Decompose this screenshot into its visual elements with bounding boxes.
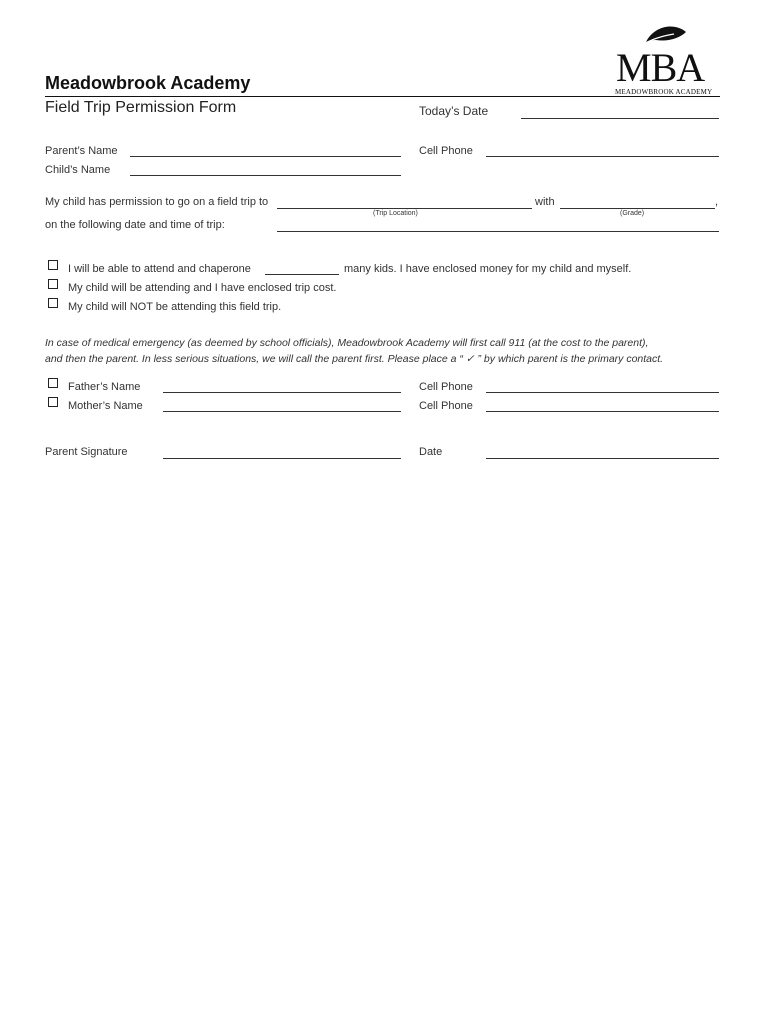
attending-text: My child will be attending and I have enclosed trip cost. [68,282,337,294]
attending-checkbox[interactable] [48,279,58,289]
father-cell-phone-label: Cell Phone [419,381,473,393]
not-attending-checkbox[interactable] [48,298,58,308]
emergency-line-2: and then the parent. In less serious situations, we will call the parent first. Please place a “ ✓ ” by which parent is the primary contact. [45,353,664,365]
chaperone-count-field[interactable] [265,274,339,275]
signature-date-field[interactable] [486,458,719,459]
childs-name-field[interactable] [130,175,401,176]
date-time-field[interactable] [277,231,719,232]
header-rule [45,96,720,97]
cell-phone-label: Cell Phone [419,145,473,157]
father-primary-checkbox[interactable] [48,378,58,388]
comma: , [715,196,719,208]
fathers-name-label: Father’s Name [68,381,141,393]
chaperone-text-after: many kids. I have enclosed money for my child and myself. [344,263,632,275]
father-cell-phone-field[interactable] [486,392,719,393]
logo-letters: MBA [616,45,705,90]
mothers-name-field[interactable] [163,411,401,412]
emergency-line-1: In case of medical emergency (as deemed by school officials), Meadowbrook Academy will first call 911 (at the cost to the parent), [45,337,649,349]
with-label: with [535,196,555,208]
permission-text: My child has permission to go on a field trip to [45,196,269,208]
grade-caption: (Grade) [620,210,645,217]
mothers-name-label: Mother’s Name [68,400,143,412]
signature-date-label: Date [419,446,443,458]
logo-subtitle: MEADOWBROOK ACADEMY [615,88,713,96]
chaperone-checkbox[interactable] [48,260,58,270]
parent-signature-label: Parent Signature [45,446,128,458]
parent-signature-field[interactable] [163,458,401,459]
chaperone-text-before: I will be able to attend and chaperone [68,263,251,275]
form-title: Field Trip Permission Form [45,99,237,116]
mba-logo [612,22,722,100]
todays-date-field[interactable] [521,118,719,119]
parents-name-field[interactable] [130,156,401,157]
parents-name-label: Parent’s Name [45,145,118,157]
mother-cell-phone-label: Cell Phone [419,400,473,412]
fathers-name-field[interactable] [163,392,401,393]
mother-primary-checkbox[interactable] [48,397,58,407]
childs-name-label: Child’s Name [45,164,111,176]
grade-field[interactable] [560,208,715,209]
date-time-text: on the following date and time of trip: [45,219,225,231]
cell-phone-field[interactable] [486,156,719,157]
school-name: Meadowbrook Academy [45,73,251,93]
not-attending-text: My child will NOT be attending this field trip. [68,301,282,313]
trip-location-caption: (Trip Location) [373,210,418,217]
todays-date-label: Today’s Date [419,104,489,118]
trip-location-field[interactable] [277,208,532,209]
mother-cell-phone-field[interactable] [486,411,719,412]
